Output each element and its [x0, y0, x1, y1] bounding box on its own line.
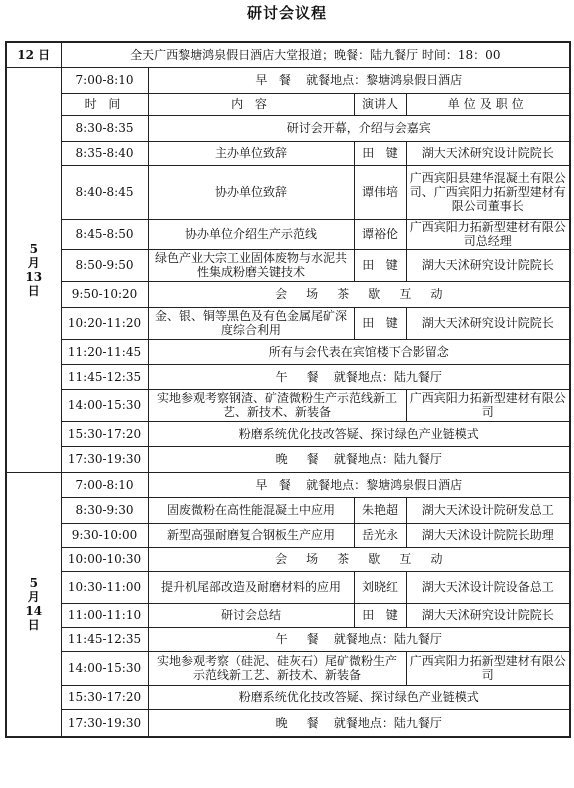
time-cell: 7:00-8:10 [61, 472, 148, 497]
agenda-row [6, 651, 570, 685]
agenda-row [6, 603, 570, 627]
time-cell: 9:30-10:00 [61, 523, 148, 547]
day13-date-part: 日 [27, 283, 40, 298]
day14-date-part: 日 [27, 618, 40, 633]
time-cell: 17:30-19:30 [61, 709, 148, 737]
agenda-row [6, 571, 570, 603]
speaker-cell: 田 键 [354, 603, 406, 627]
time-cell: 10:20-11:20 [61, 307, 148, 339]
agenda-row [6, 627, 570, 651]
day12-text: 全天广西黎塘鸿泉假日酒店大堂报道；晚餐：陆九餐厅 时间：18：00 [61, 42, 570, 67]
header-row [6, 93, 570, 115]
content-cell: 实地参观考察（硅泥、硅灰石）尾矿微粉生产示范线新工艺、新技术、新装备 [148, 651, 406, 685]
merged-cell: 午 餐 就餐地点：陆九餐厅 [148, 627, 570, 651]
agenda-row [6, 685, 570, 709]
merged-cell: 晚 餐 就餐地点：陆九餐厅 [148, 446, 570, 472]
speaker-cell: 朱艳超 [354, 497, 406, 523]
header-speaker: 演讲人 [354, 93, 406, 115]
agenda-row [6, 523, 570, 547]
time-cell: 11:20-11:45 [61, 339, 148, 364]
merged-cell: 所有与会代表在宾馆楼下合影留念 [148, 339, 570, 364]
day13-date-part: 5 [29, 241, 38, 256]
content-cell: 绿色产业大宗工业固体废物与水泥共性集成粉磨关键技术 [148, 249, 354, 281]
merged-cell: 晚 餐 就餐地点：陆九餐厅 [148, 709, 570, 737]
agenda-row [6, 421, 570, 446]
header-time: 时 间 [61, 93, 148, 115]
time-cell: 10:30-11:00 [61, 571, 148, 603]
agenda-row [6, 219, 570, 249]
agenda-row [6, 547, 570, 571]
agenda-body [6, 42, 570, 737]
content-cell: 主办单位致辞 [148, 141, 354, 165]
day14-date-part: 月 [27, 590, 40, 605]
org-cell: 湖大天沭研究设计院院长 [406, 307, 570, 339]
time-cell: 9:50-10:20 [61, 281, 148, 307]
day13-date-part: 13 [25, 269, 43, 284]
org-cell: 湖大天沭设计院设备总工 [406, 571, 570, 603]
time-cell: 8:40-8:45 [61, 165, 148, 219]
content-cell: 固废微粉在高性能混凝土中应用 [148, 497, 354, 523]
time-cell: 8:50-9:50 [61, 249, 148, 281]
merged-cell: 会 场 茶 歇 互 动 [148, 547, 570, 571]
day13-date-label [6, 67, 61, 472]
time-cell: 8:35-8:40 [61, 141, 148, 165]
day14-date-part: 5 [29, 576, 38, 591]
agenda-row [6, 115, 570, 141]
day14-date-part: 14 [25, 604, 43, 619]
time-cell: 11:45-12:35 [61, 364, 148, 389]
org-cell: 湖大天沭研究设计院院长 [406, 141, 570, 165]
agenda-row [6, 249, 570, 281]
time-cell: 11:00-11:10 [61, 603, 148, 627]
agenda-row [6, 472, 570, 497]
merged-cell: 午 餐 就餐地点：陆九餐厅 [148, 364, 570, 389]
agenda-row [6, 446, 570, 472]
speaker-cell: 谭裕伦 [354, 219, 406, 249]
content-cell: 协办单位致辞 [148, 165, 354, 219]
agenda-row [6, 67, 570, 93]
content-cell: 金、银、铜等黑色及有色金属尾矿深度综合利用 [148, 307, 354, 339]
header-content: 内 容 [148, 93, 354, 115]
org-cell: 广西宾阳力拓新型建材有限公司 [406, 389, 570, 421]
agenda-row [6, 339, 570, 364]
speaker-cell: 岳光永 [354, 523, 406, 547]
agenda-row [6, 281, 570, 307]
agenda-row [6, 141, 570, 165]
content-cell: 提升机尾部改造及耐磨材料的应用 [148, 571, 354, 603]
agenda-row [6, 364, 570, 389]
time-cell: 14:00-15:30 [61, 389, 148, 421]
agenda-table [5, 41, 571, 738]
agenda-row [6, 389, 570, 421]
agenda-row [6, 497, 570, 523]
time-cell: 8:30-8:35 [61, 115, 148, 141]
time-cell: 15:30-17:20 [61, 685, 148, 709]
time-cell: 7:00-8:10 [61, 67, 148, 93]
org-cell: 湖大天沭研究设计院院长 [406, 603, 570, 627]
agenda-row [6, 165, 570, 219]
header-org: 单位及职位 [406, 93, 570, 115]
speaker-cell: 田 键 [354, 307, 406, 339]
time-cell: 8:45-8:50 [61, 219, 148, 249]
merged-cell: 粉磨系统优化技改答疑、探讨绿色产业链模式 [148, 421, 570, 446]
speaker-cell: 刘晓红 [354, 571, 406, 603]
speaker-cell: 田 键 [354, 141, 406, 165]
content-cell: 研讨会总结 [148, 603, 354, 627]
time-cell: 10:00-10:30 [61, 547, 148, 571]
time-cell: 17:30-19:30 [61, 446, 148, 472]
day14-date-label [6, 472, 61, 737]
time-cell: 11:45-12:35 [61, 627, 148, 651]
org-cell: 广西宾阳县建华混凝土有限公司、广西宾阳力拓新型建材有限公司董事长 [406, 165, 570, 219]
content-cell: 实地参观考察钢渣、矿渣微粉生产示范线新工艺、新技术、新装备 [148, 389, 406, 421]
content-cell: 新型高强耐磨复合钢板生产应用 [148, 523, 354, 547]
agenda-row [6, 709, 570, 737]
time-cell: 8:30-9:30 [61, 497, 148, 523]
org-cell: 广西宾阳力拓新型建材有限公司总经理 [406, 219, 570, 249]
content-cell: 协办单位介绍生产示范线 [148, 219, 354, 249]
merged-cell: 早 餐 就餐地点：黎塘鸿泉假日酒店 [148, 67, 570, 93]
org-cell: 湖大天沭研究设计院院长 [406, 249, 570, 281]
day12-label: 12 日 [6, 42, 61, 67]
speaker-cell: 谭伟培 [354, 165, 406, 219]
org-cell: 湖大天沭设计院院长助理 [406, 523, 570, 547]
org-cell: 湖大天沭设计院研发总工 [406, 497, 570, 523]
org-cell: 广西宾阳力拓新型建材有限公司 [406, 651, 570, 685]
day12-row [6, 42, 570, 67]
time-cell: 14:00-15:30 [61, 651, 148, 685]
time-cell: 15:30-17:20 [61, 421, 148, 446]
agenda-row [6, 307, 570, 339]
merged-cell: 早 餐 就餐地点：黎塘鸿泉假日酒店 [148, 472, 570, 497]
day13-date-part: 月 [27, 255, 40, 270]
merged-cell: 会 场 茶 歇 互 动 [148, 281, 570, 307]
speaker-cell: 田 键 [354, 249, 406, 281]
merged-cell: 研讨会开幕，介绍与会嘉宾 [148, 115, 570, 141]
merged-cell: 粉磨系统优化技改答疑、探讨绿色产业链模式 [148, 685, 570, 709]
page-title: 研讨会议程 [246, 4, 327, 22]
